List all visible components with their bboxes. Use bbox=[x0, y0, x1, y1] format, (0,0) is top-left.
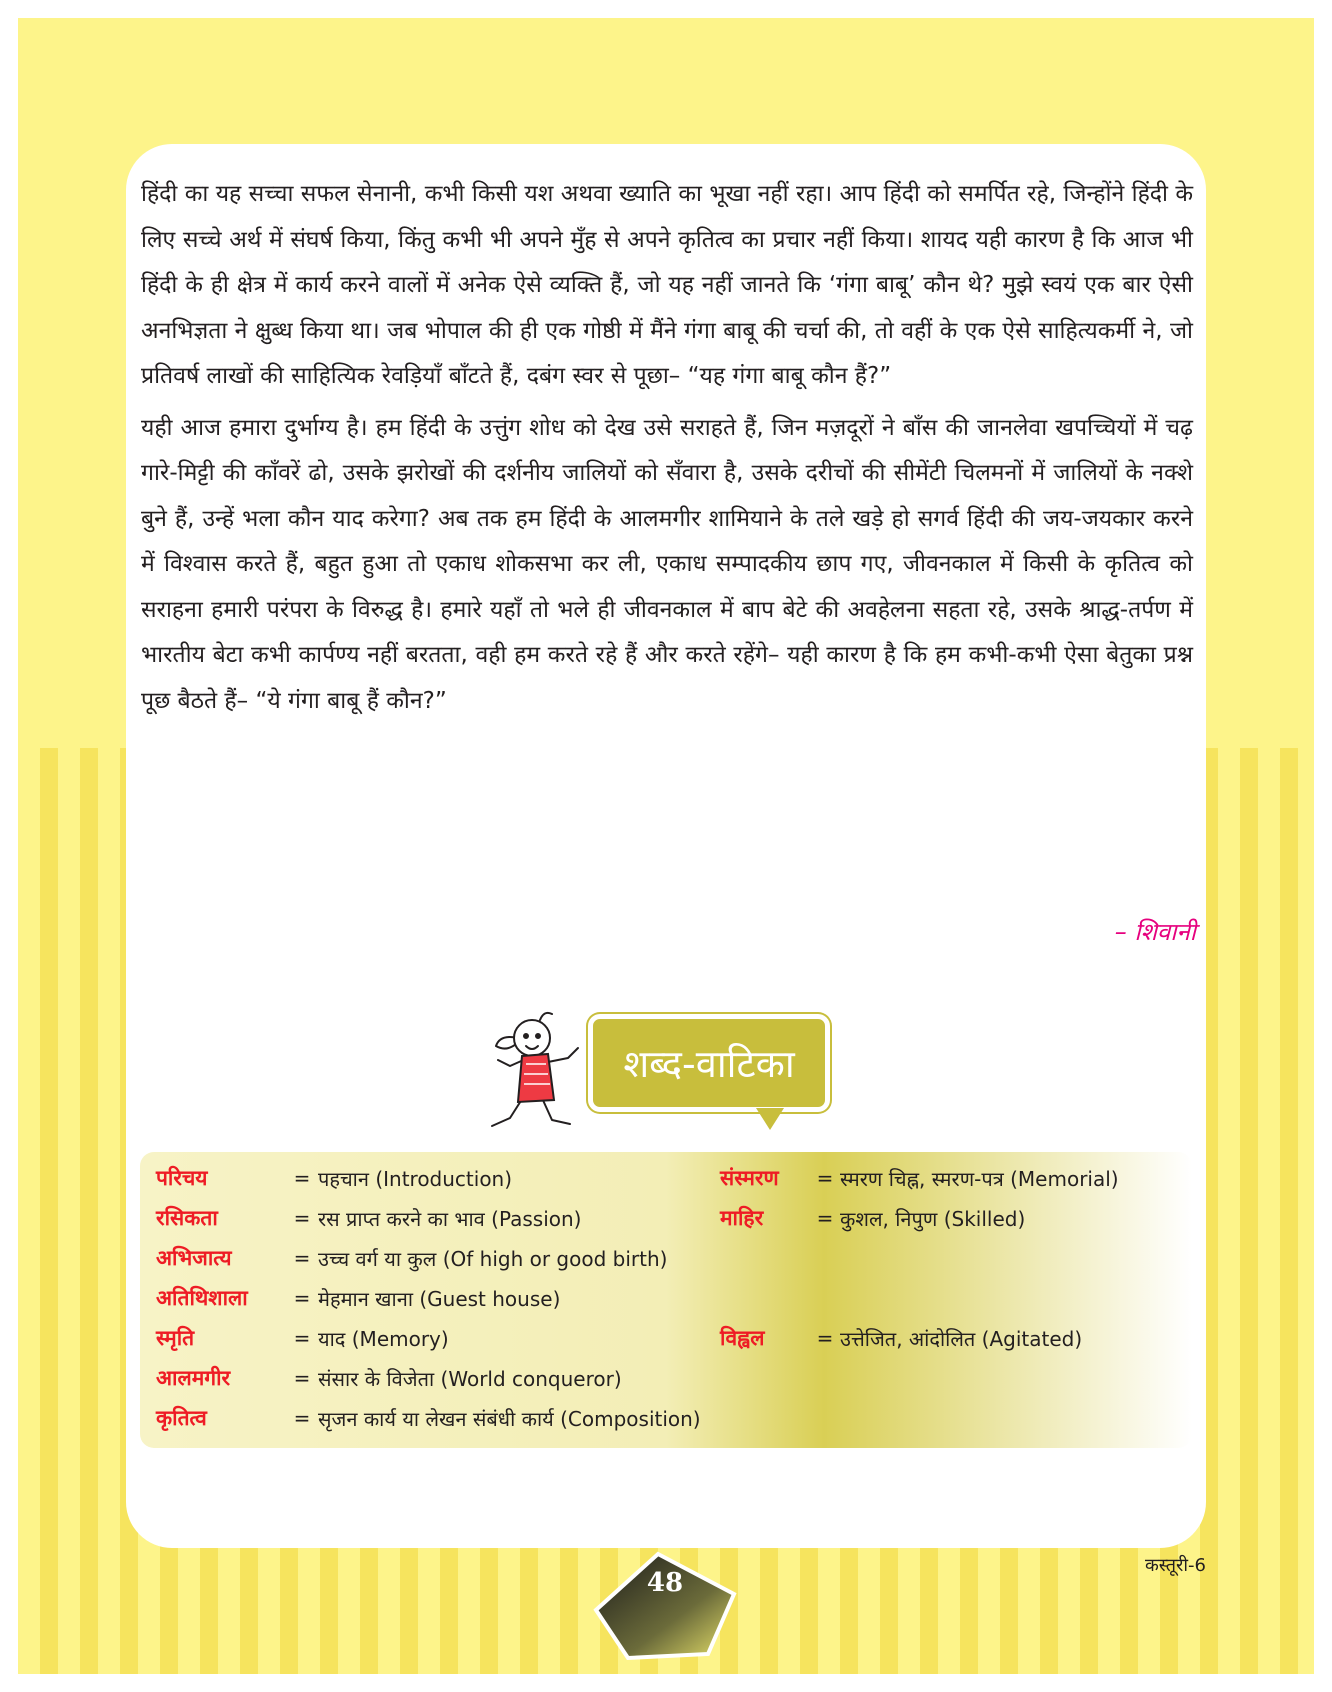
glossary-item bbox=[720, 1198, 1025, 1238]
glossary-item bbox=[156, 1238, 667, 1278]
glossary-term: रसिकता bbox=[156, 1206, 218, 1230]
glossary-item bbox=[156, 1198, 581, 1238]
glossary-term: अतिथिशाला bbox=[156, 1286, 248, 1310]
girl-illustration-icon bbox=[488, 1008, 598, 1138]
glossary-meaning: पहचान (Introduction) bbox=[318, 1166, 513, 1191]
passage-text bbox=[141, 172, 1193, 730]
equals-sign: = bbox=[293, 1406, 311, 1430]
equals-sign: = bbox=[293, 1326, 311, 1350]
equals-sign: = bbox=[293, 1286, 311, 1310]
book-name: कस्तूरी-6 bbox=[1144, 1555, 1206, 1576]
equals-sign: = bbox=[816, 1326, 834, 1350]
equals-sign: = bbox=[293, 1246, 311, 1270]
glossary-meaning: सृजन कार्य या लेखन संबंधी कार्य (Composition) bbox=[318, 1406, 701, 1431]
glossary-item bbox=[156, 1398, 701, 1438]
glossary-item bbox=[156, 1278, 560, 1318]
equals-sign: = bbox=[293, 1166, 311, 1190]
glossary-meaning: स्मरण चिह्न, स्मरण-पत्र (Memorial) bbox=[840, 1166, 1119, 1191]
glossary-item bbox=[156, 1358, 622, 1398]
paragraph-2: यही आज हमारा दुर्भाग्य है। हम हिंदी के उत्तुंग शोध को देख उसे सराहते हैं, जिन मज़दूरों ने बाँस की जानलेवा खपच्चियों में चढ़ गारे-मिट्टी की काँवरें ढो, उसके झरोखों की दर्शनीय जालियों को सँवारा है, उसके दरीचों की सीमेंटी चिलमनों में जालियों के नक्शे बुने हैं, उन्हें भला कौन याद करेगा? अब तक हम हिंदी के आलमगीर शामियाने के तले खड़े हो सगर्व हिंदी की जय-जयकार करने में विश्वास करते हैं, बहुत हुआ तो एकाध शोकसभा कर ली, एकाध सम्पादकीय छाप गए, जीवनकाल में किसी के कृतित्व को सराहना हमारी परंपरा के विरुद्ध है। हमारे यहाँ तो भले ही जीवनकाल में बाप बेटे की अवहेलना सहता रहे, उसके श्राद्ध-तर्पण में भारतीय बेटा कभी कार्पण्य नहीं बरतता, वही हम करते रहे हैं और करते रहेंगे– यही कारण है कि हम कभी-कभी ऐसा बेतुका प्रश्न पूछ बैठते हैं– “ये गंगा बाबू हैं कौन?” bbox=[141, 414, 1193, 714]
paragraph-1: हिंदी का यह सच्चा सफल सेनानी, कभी किसी यश अथवा ख्याति का भूखा नहीं रहा। आप हिंदी को समर्पित रहे, जिन्होंने हिंदी के लिए सच्चे अर्थ में संघर्ष किया, किंतु कभी भी अपने मुँह से अपने कृतित्व का प्रचार नहीं किया। शायद यही कारण है कि आज भी हिंदी के ही क्षेत्र में कार्य करने वालों में अनेक ऐसे व्यक्ति हैं, जो यह नहीं जानते कि ‘गंगा बाबू’ कौन थे? मुझे स्वयं एक बार ऐसी अनभिज्ञता ने क्षुब्ध किया था। जब भोपाल की ही एक गोष्ठी में मैंने गंगा बाबू की चर्चा की, तो वहीं के एक ऐसे साहित्यकर्मी ने, जो प्रतिवर्ष लाखों की साहित्यिक रेवड़ियाँ बाँटते हैं, दबंग स्वर से पूछा– “यह गंगा बाबू कौन हैं?” bbox=[141, 181, 1193, 389]
glossary-term: स्मृति bbox=[156, 1326, 195, 1350]
glossary-term: विह्वल bbox=[720, 1326, 765, 1350]
glossary-item bbox=[720, 1158, 1119, 1198]
equals-sign: = bbox=[293, 1366, 311, 1390]
equals-sign: = bbox=[816, 1206, 834, 1230]
author-name: – शिवानी bbox=[1114, 918, 1196, 946]
equals-sign: = bbox=[293, 1206, 311, 1230]
badge-title: शब्द-वाटिका bbox=[623, 1042, 795, 1086]
glossary-item bbox=[720, 1318, 1082, 1358]
glossary-term: परिचय bbox=[156, 1166, 208, 1190]
glossary-meaning: रस प्राप्त करने का भाव (Passion) bbox=[318, 1206, 582, 1231]
glossary-term: आलमगीर bbox=[156, 1366, 231, 1390]
glossary-meaning: मेहमान खाना (Guest house) bbox=[318, 1286, 561, 1311]
equals-sign: = bbox=[816, 1166, 834, 1190]
page-number: 48 bbox=[646, 1568, 684, 1598]
speech-bubble bbox=[588, 1014, 830, 1112]
glossary-term: कृतित्व bbox=[156, 1406, 207, 1430]
bubble-tail bbox=[756, 1108, 784, 1130]
glossary-item bbox=[156, 1158, 512, 1198]
glossary-meaning: कुशल, निपुण (Skilled) bbox=[840, 1206, 1026, 1231]
glossary-meaning: संसार के विजेता (World conqueror) bbox=[318, 1366, 622, 1391]
vocabulary-badge bbox=[488, 1008, 828, 1138]
glossary-term: माहिर bbox=[720, 1206, 764, 1230]
glossary-meaning: याद (Memory) bbox=[318, 1326, 449, 1351]
pentagon-shape bbox=[590, 1550, 740, 1662]
glossary-item bbox=[156, 1318, 449, 1358]
glossary-meaning: उच्च वर्ग या कुल (Of high or good birth) bbox=[318, 1246, 668, 1271]
glossary-term: संस्मरण bbox=[720, 1166, 779, 1190]
page-number-badge bbox=[590, 1550, 740, 1662]
glossary-meaning: उत्तेजित, आंदोलित (Agitated) bbox=[840, 1326, 1083, 1351]
glossary-term: अभिजात्य bbox=[156, 1246, 232, 1270]
